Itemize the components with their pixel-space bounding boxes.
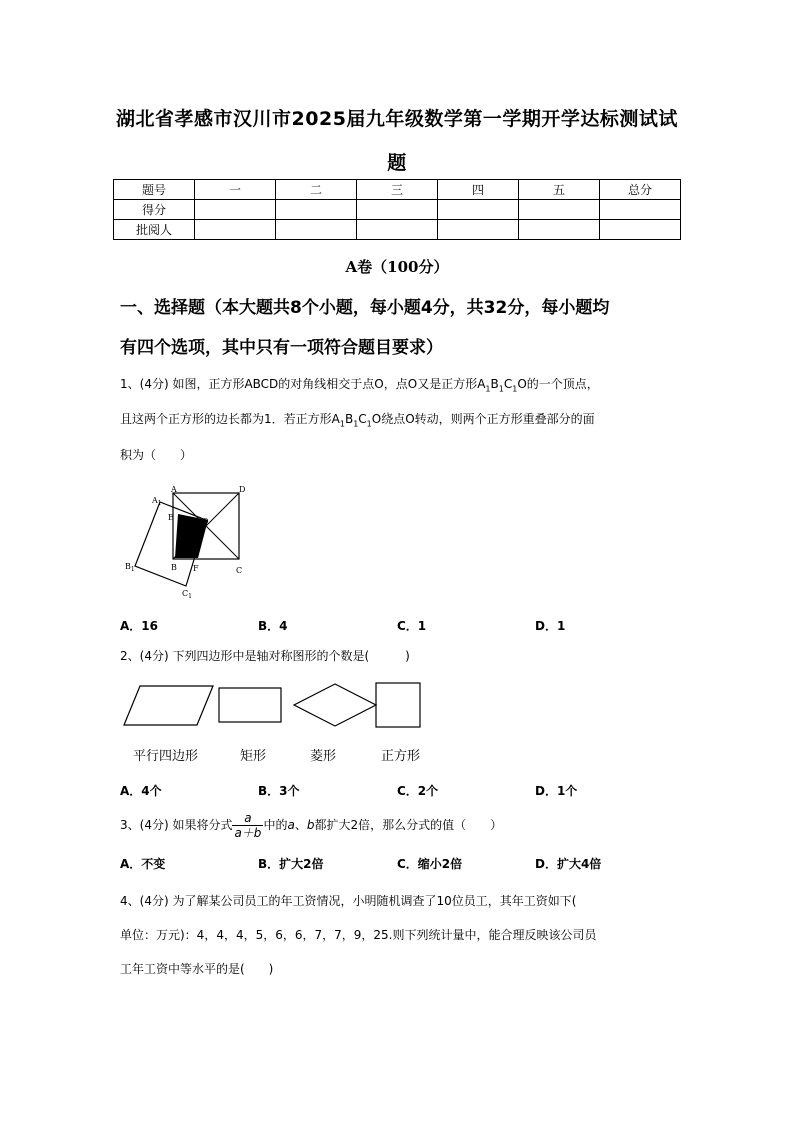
shape-label-rhombus: 菱形 xyxy=(310,749,337,764)
q3-option-d[interactable]: D．扩大4倍 xyxy=(535,857,602,871)
q2-shapes xyxy=(118,678,438,730)
question-4 xyxy=(120,884,685,986)
score-cell xyxy=(600,220,681,240)
doc-title-line2: 题 xyxy=(387,152,407,174)
q3-option-c[interactable]: C．缩小2倍 xyxy=(397,857,463,871)
q1-option-a[interactable]: A．16 xyxy=(120,619,158,633)
shape-label-rectangle: 矩形 xyxy=(240,749,267,764)
fraction: $\frac{a}{a+b}$ xyxy=(234,811,262,840)
q1-line2: 且这两个正方形的边长都为1．若正方形$A_1B_1C_1O$绕点O转动，则两个正方形重叠部分的面 xyxy=(120,412,595,429)
q1-option-d[interactable]: D．1 xyxy=(535,619,566,633)
q1-line1: 1、(4分) 如图，正方形ABCD的对角线相交于点O，点O又是正方形$A_1B_1C_1O$的一个顶点， xyxy=(120,377,599,394)
score-cell xyxy=(357,200,438,220)
score-cell xyxy=(438,220,519,240)
score-table-header: 总分 xyxy=(600,180,681,200)
shape-label-parallelogram: 平行四边形 xyxy=(133,749,199,764)
score-table-header: 三 xyxy=(357,180,438,200)
score-table-row xyxy=(114,200,681,220)
label-d: D xyxy=(239,485,246,494)
q1-figure xyxy=(118,482,258,602)
label-a1: $A_1$ xyxy=(152,496,162,507)
score-cell xyxy=(195,220,276,240)
score-table-header: 二 xyxy=(276,180,357,200)
rhombus-shape xyxy=(294,684,376,726)
score-table xyxy=(113,179,681,240)
label-e: E xyxy=(168,513,174,522)
score-cell xyxy=(276,220,357,240)
section1-line2: 有四个选项，其中只有一项符合题目要求） xyxy=(120,338,443,358)
score-cell xyxy=(276,200,357,220)
q1-option-b[interactable]: B．4 xyxy=(258,619,288,633)
score-cell xyxy=(600,200,681,220)
score-cell xyxy=(438,200,519,220)
question-1 xyxy=(120,369,680,471)
q4-line1: 4、(4分) 为了解某公司员工的年工资情况，小明随机调查了10位员工，其年工资如下( xyxy=(120,894,577,908)
q1-option-c[interactable]: C．1 xyxy=(397,619,427,633)
score-cell xyxy=(519,200,600,220)
score-table-row-label: 得分 xyxy=(114,200,195,220)
label-b1: $B_1$ xyxy=(125,562,135,573)
score-table-row xyxy=(114,220,681,240)
q4-line3: 工年工资中等水平的是( ) xyxy=(120,962,274,976)
rectangle-shape xyxy=(219,688,281,722)
q2-option-c[interactable]: C．2个 xyxy=(397,784,439,798)
label-o: O xyxy=(202,517,209,526)
question-3: 3、(4分) 如果将分式 $\frac{a}{a+b}$ 中的a、b都扩大2倍，那么分式的值（ ） xyxy=(120,811,503,840)
score-cell xyxy=(357,220,438,240)
q2-option-d[interactable]: D．1个 xyxy=(535,784,578,798)
label-f: F xyxy=(193,564,199,573)
score-table-header: 四 xyxy=(438,180,519,200)
score-cell xyxy=(195,200,276,220)
q2-option-a[interactable]: A．4个 xyxy=(120,784,162,798)
score-table-header: 题号 xyxy=(114,180,195,200)
section1-line1: 一、选择题（本大题共8个小题，每小题4分，共32分，每小题均 xyxy=(120,298,610,318)
q3-option-a[interactable]: A．不变 xyxy=(120,857,166,871)
parallelogram-shape xyxy=(124,686,213,725)
label-a: A xyxy=(171,485,177,494)
square-shape xyxy=(376,683,420,727)
label-b: B xyxy=(171,563,177,572)
score-table-row-label: 批阅人 xyxy=(114,220,195,240)
label-c: C xyxy=(236,566,243,575)
doc-title-line1: 湖北省孝感市汉川市2025届九年级数学第一学期开学达标测试试 xyxy=(116,108,678,130)
label-c1: $C_1$ xyxy=(182,589,192,600)
q2-option-b[interactable]: B．3个 xyxy=(258,784,300,798)
q3-option-b[interactable]: B．扩大2倍 xyxy=(258,857,324,871)
shape-label-square: 正方形 xyxy=(381,749,421,764)
q1-line3: 积为（ ） xyxy=(120,447,193,462)
q4-line2: 单位：万元)：4，4，4，5，6，6，7，7，9，25.则下列统计量中，能合理反映该公司员 xyxy=(120,928,597,942)
score-cell xyxy=(519,220,600,240)
section1-heading xyxy=(120,291,690,365)
score-table-header-row xyxy=(114,180,681,200)
score-table-header: 一 xyxy=(195,180,276,200)
score-table-header: 五 xyxy=(519,180,600,200)
question-2: 2、(4分) 下列四边形中是轴对称图形的个数是( ) xyxy=(120,649,410,663)
volume-heading: A卷（100分） xyxy=(345,258,449,276)
